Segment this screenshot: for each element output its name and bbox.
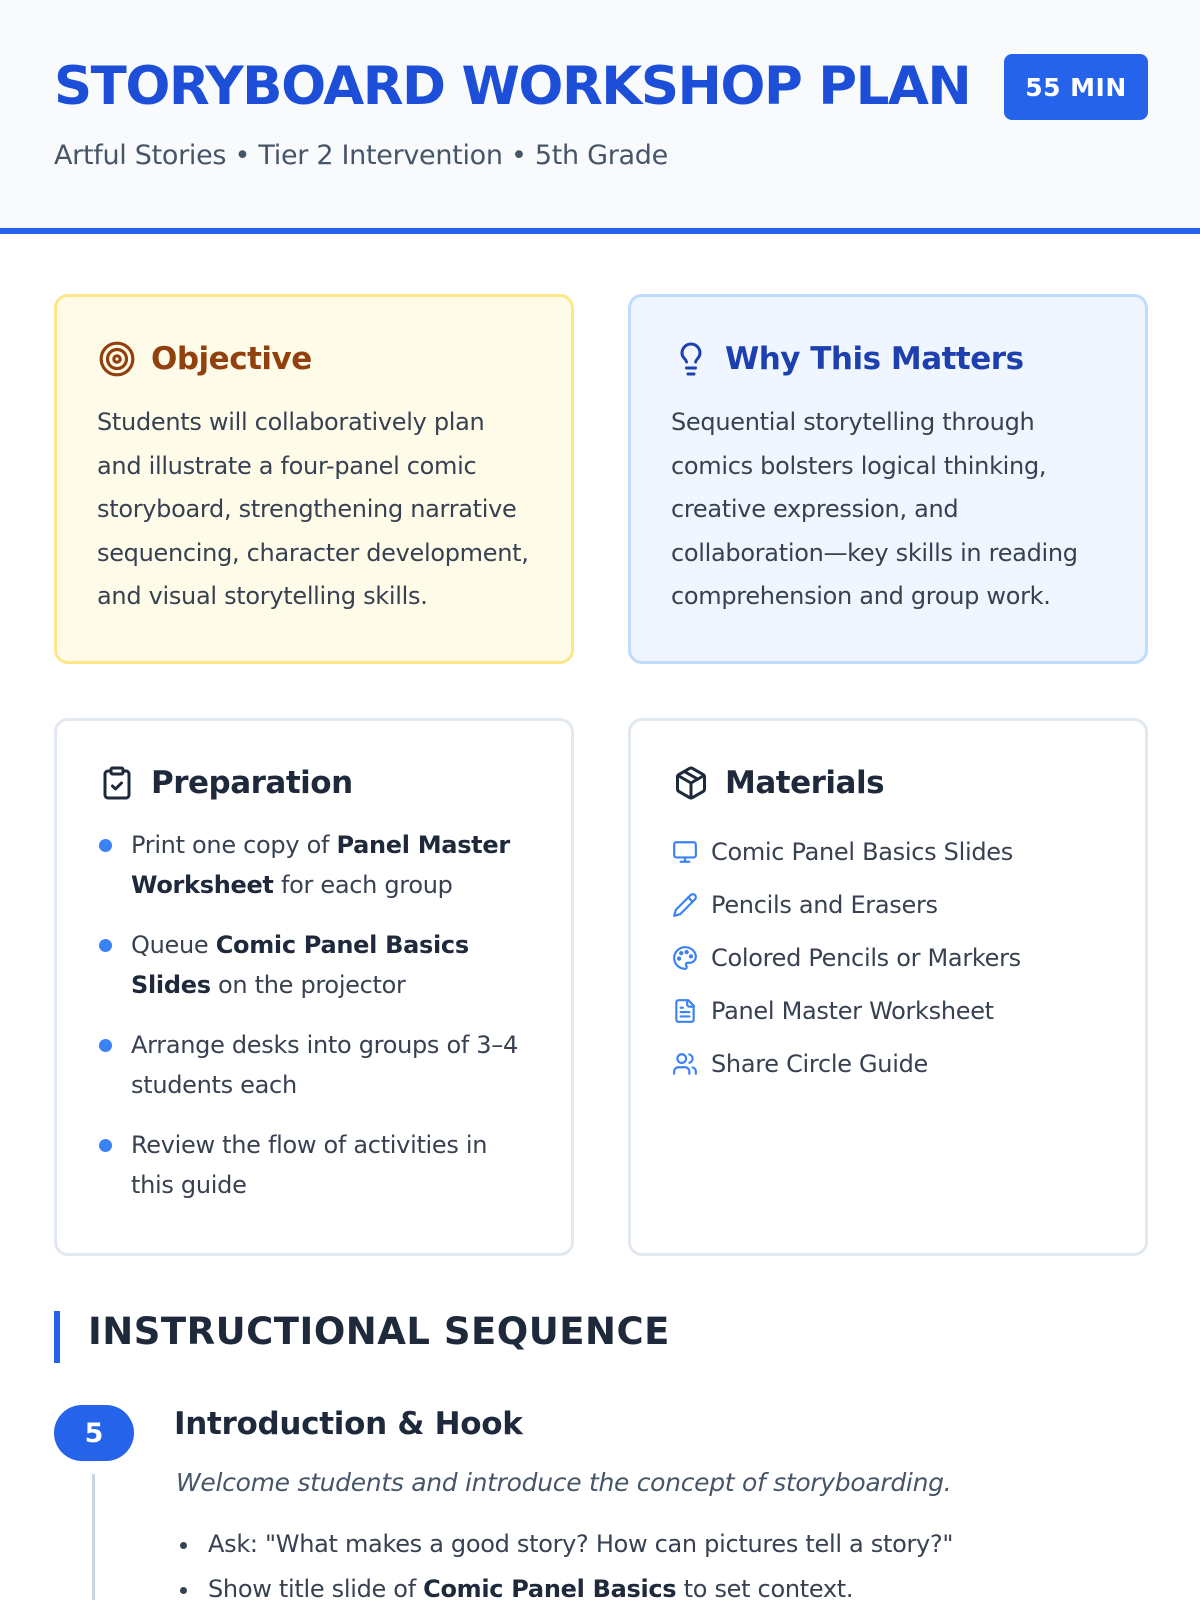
monitor-icon [671,838,699,866]
preparation-item [97,825,531,905]
item-text: on the projector [210,971,406,999]
item-bold-text: Comic Panel Basics Slides [131,931,469,999]
section-accent-bar [54,1311,60,1363]
preparation-list [97,825,531,1205]
material-item [671,825,1105,878]
bullet-dot [99,1039,112,1052]
clipboard-check-icon [97,763,137,803]
item-bold-text: Panel Master Worksheet [131,831,510,899]
preparation-item [97,925,531,1005]
why-text: Sequential storytelling through comics bolsters logical thinking, creative expression, and collaboration—key skills in reading comprehension and group work. [671,408,1078,610]
materials-card [628,718,1148,1256]
why-title: Why This Matters [725,341,1024,377]
objective-text: Students will collaboratively plan and illustrate a four-panel comic storyboard, strengthening narrative sequencing, character development, and visual storytelling skills. [97,408,529,610]
section-title: INSTRUCTIONAL SEQUENCE [88,1310,670,1353]
material-label: Colored Pencils or Markers [711,943,1021,972]
step-title: Introduction & Hook [174,1406,523,1442]
preparation-title: Preparation [151,765,353,801]
target-icon [97,339,137,379]
material-label: Share Circle Guide [711,1049,928,1078]
timeline-line [92,1474,95,1600]
bullet-text: to set context. [676,1575,854,1600]
material-item [671,931,1105,984]
material-item [671,878,1105,931]
document-icon [671,997,699,1025]
materials-title: Materials [725,765,885,801]
item-text: Print one copy of [131,831,337,859]
material-label: Panel Master Worksheet [711,996,994,1025]
page-header [0,0,1200,234]
preparation-header [97,761,531,805]
palette-icon [671,944,699,972]
step-duration-badge: 5 [54,1405,134,1461]
lightbulb-icon [671,339,711,379]
bullet-dot [99,839,112,852]
package-icon [671,763,711,803]
bullet-bold-text: Comic Panel Basics [423,1575,677,1600]
bullet-text: Show title slide of [208,1575,424,1600]
step-bullet [176,1522,953,1567]
why-card [628,294,1148,664]
pencil-icon [671,891,699,919]
preparation-card [54,718,574,1256]
page-title: STORYBOARD WORKSHOP PLAN [54,56,971,117]
material-label: Comic Panel Basics Slides [711,837,1013,866]
users-icon [671,1050,699,1078]
bullet-dot [99,1139,112,1152]
preparation-item [97,1125,531,1205]
item-text: for each group [273,871,453,899]
page-subtitle: Artful Stories • Tier 2 Intervention • 5th Grade [54,140,668,171]
bullet-text: Ask: "What makes a good story? How can pictures tell a story?" [208,1530,954,1558]
materials-header [671,761,1105,805]
objective-title: Objective [151,341,312,377]
item-text: Arrange desks into groups of 3–4 students each [131,1031,518,1099]
objective-header [97,337,531,381]
step-bullet-list [176,1522,953,1600]
duration-badge: 55 MIN [1004,54,1148,120]
step-bullet [176,1567,953,1600]
material-label: Pencils and Erasers [711,890,938,919]
material-item [671,984,1105,1037]
item-text: Review the flow of activities in this guide [131,1131,488,1199]
bullet-dot [99,939,112,952]
item-text: Queue [131,931,216,959]
preparation-item [97,1025,531,1105]
step-description: Welcome students and introduce the concept of storyboarding. [176,1468,952,1497]
materials-list [671,825,1105,1090]
material-item [671,1037,1105,1090]
why-header [671,337,1105,381]
objective-card [54,294,574,664]
